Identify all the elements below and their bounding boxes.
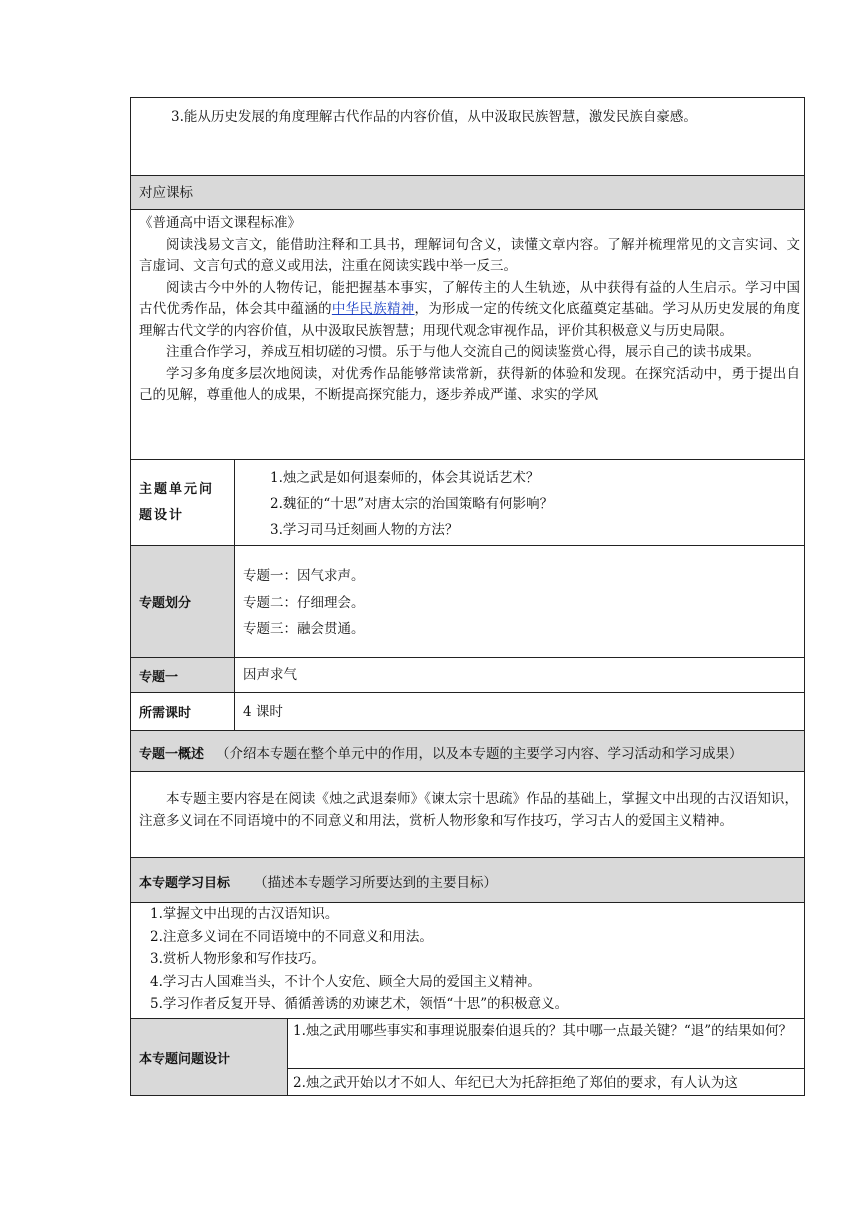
goals-label: 本专题学习目标 (139, 876, 231, 891)
overview-text: 本专题主要内容是在阅读《烛之武退秦师》《谏太宗十思疏》作品的基础上，掌握文中出现的古汉语知识，注意多义词在不同语境中的不同意义和用法，赏析人物形象和写作技巧，学习古人的爱国主义精神。 (139, 791, 798, 829)
topic-item: 专题三：融会贯通。 (243, 621, 365, 637)
topic-item: 专题一：因气求声。 (243, 568, 365, 584)
goals-header (139, 871, 497, 891)
lesson-plan-table (130, 97, 805, 1096)
standards-paragraph-1: 阅读浅易文言文，能借助注释和工具书，理解词句含义，读懂文章内容。了解并梳理常见的文言实词、文言虚词、文言句式的意义或用法，注重在阅读实践中举一反三。 (139, 236, 800, 274)
standards-title: 《普通高中语文课程标准》 (139, 215, 301, 231)
topics-label: 专题划分 (139, 596, 192, 611)
topics-label-cell (131, 546, 235, 657)
hours-row (130, 692, 805, 730)
unit-questions-label: 主题单元问题设计 (139, 481, 215, 523)
standards-header-row (130, 175, 805, 209)
topic-question-2: 2.烛之武开始以才不如人、年纪已大为托辞拒绝了郑伯的要求，有人认为这 (293, 1075, 738, 1091)
goals-header-row (130, 857, 805, 902)
hours-label-cell (131, 693, 235, 730)
ethnic-spirit-link[interactable]: 中华民族精神 (331, 301, 415, 317)
overview-note: （介绍本专题在整个单元中的作用，以及本专题的主要学习内容、学习活动和学习成果） (216, 746, 743, 762)
overview-header (139, 742, 743, 762)
goals-note: （描述本专题学习所要达到的主要目标） (254, 875, 498, 891)
goal-item: 5.学习作者反复开导、循循善诱的劝谏艺术，领悟“十思”的积极意义。 (150, 996, 569, 1012)
overview-label: 专题一概述 (139, 747, 205, 762)
unit-questions-label-cell (131, 460, 235, 545)
unit-question-item: 2.魏征的“十思”对唐太宗的治国策略有何影响？ (270, 496, 554, 512)
goal-item: 3.赏析人物形象和写作技巧。 (150, 951, 325, 967)
topic-one-label: 专题一 (139, 669, 179, 685)
unit-question-item: 3.学习司马迁刻画人物的方法？ (270, 522, 459, 538)
paragraph-2-before: 阅读古今中外的人物传记，能把握基本事实，了解传主的人生轨迹，从中获得有益的人生启示。学习中国古代优秀作品，体会其中蕴涵的 (139, 279, 800, 317)
overview-header-row (130, 730, 805, 771)
hours-label: 所需课时 (139, 706, 192, 721)
goals-list (130, 902, 805, 1018)
topics-row (130, 545, 805, 657)
standards-paragraph-4: 学习多角度多层次地阅读，对优秀作品能够常读常新，获得新的体验和发现。在探究活动中，勇于提出自己的见解，尊重他人的成果，不断提高探究能力，逐步养成严谨、求实的学风 (139, 365, 800, 403)
topic-item: 专题二：仔细理会。 (243, 594, 365, 611)
paragraph-2-after: ，为形成一定的传统文化底蕴奠定基础。学习从历史发展的角度理解古代文学的内容价值，从中汲取民族智慧；用现代观念审视作品，评价其积极意义与历史局限。 (139, 301, 801, 339)
standards-paragraph-2 (139, 278, 800, 343)
goal-item: 4.学习古人国难当头，不计个人安危、顾全大局的爱国主义精神。 (150, 973, 541, 990)
unit-questions-list (235, 460, 553, 545)
topic-one-row (130, 657, 805, 692)
standards-header: 对应课标 (139, 185, 193, 201)
intro-row (130, 97, 805, 175)
standards-content (130, 209, 805, 459)
topic-questions-label-cell (131, 1019, 288, 1095)
topic-questions-row (130, 1018, 805, 1096)
hours-value: 4 课时 (243, 704, 283, 720)
topic-question-1: 1.烛之武用哪些事实和事理说服秦伯退兵的？其中哪一点最关键？“退”的结果如何？ (288, 1019, 804, 1069)
unit-question-item: 1.烛之武是如何退秦师的，体会其说话艺术？ (270, 470, 540, 486)
topics-list (235, 546, 365, 657)
topic-questions-list (288, 1019, 804, 1095)
goal-item: 2.注意多义词在不同语境中的不同意义和用法。 (150, 928, 433, 945)
standards-paragraph-3: 注重合作学习，养成互相切磋的习惯。乐于与他人交流自己的阅读鉴赏心得，展示自己的读书成果。 (166, 344, 760, 360)
overview-content (130, 771, 805, 857)
topic-one-value: 因声求气 (243, 667, 297, 683)
intro-line: 3.能从历史发展的角度理解古代作品的内容价值，从中汲取民族智慧，激发民族自豪感。 (171, 109, 697, 125)
unit-questions-row (130, 459, 805, 545)
topic-one-label-cell (131, 658, 235, 692)
goal-item: 1.掌握文中出现的古汉语知识。 (150, 906, 339, 922)
topic-questions-label: 本专题问题设计 (139, 1051, 231, 1067)
